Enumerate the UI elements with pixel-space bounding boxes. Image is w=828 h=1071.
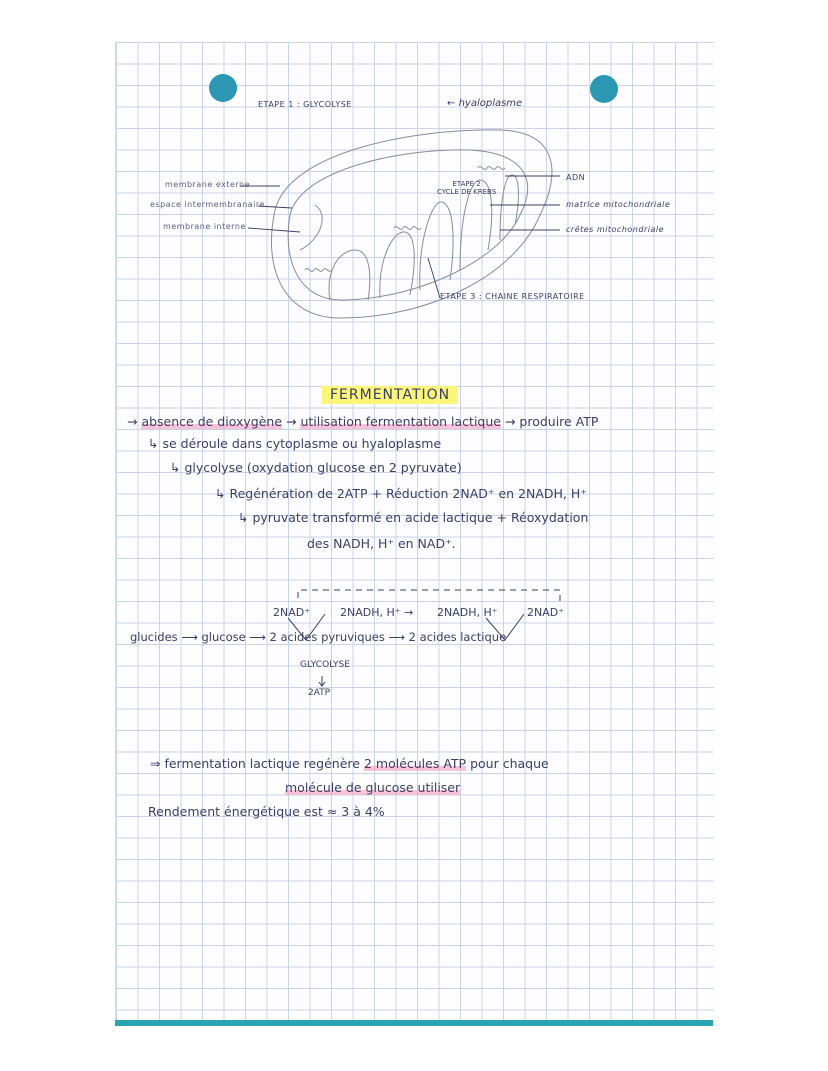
dashed-cycle <box>298 590 560 602</box>
ferm-regeneration: Regénération de 2ATP + Réduction 2NAD⁺ en 2NADH, H⁺ <box>229 486 587 501</box>
scheme-glucides: glucides <box>130 630 178 644</box>
conclusion-line-1: ⇒ fermentation lactique regénère 2 molécules ATP pour chaque <box>150 756 549 771</box>
scheme-nadh-left: 2NADH, H⁺ → <box>340 606 414 619</box>
arrow-glycolyse-down <box>319 676 325 686</box>
label-membrane-interne: membrane interne <box>163 222 246 231</box>
scheme-nadh-right: 2NADH, H⁺ <box>437 606 498 619</box>
etape2-line1: ETAPE 2 <box>452 180 481 188</box>
conclusion-molecule-glucose: molécule de glucose utiliser <box>285 780 461 795</box>
label-membrane-externe: membrane externe <box>165 180 251 189</box>
ferm-line-2: ↳ se déroule dans cytoplasme ou hyaloplasme <box>148 436 442 451</box>
scheme-lactic: 2 acides lactique <box>408 630 507 644</box>
nadh-left-text: 2NADH, H⁺ <box>340 606 401 619</box>
label-cretes: crêtes mitochondriale <box>566 225 664 234</box>
conclusion-line-2 <box>285 780 460 795</box>
scheme-glucose: glucose <box>201 630 246 644</box>
conclusion-line-3: Rendement énergétique est ≈ 3 à 4% <box>148 804 385 819</box>
scheme-nad-left: 2NAD⁺ <box>273 606 311 619</box>
label-espace-intermembranaire: espace intermembranaire <box>150 200 265 209</box>
ferm-line-6: des NADH, H⁺ en NAD⁺. <box>307 536 456 551</box>
ferm-line-3: ↳ glycolyse (oxydation glucose en 2 pyruvate) <box>170 460 462 475</box>
ferm-produire: produire ATP <box>519 414 599 429</box>
ferm-utilisation: utilisation fermentation lactique <box>300 414 501 429</box>
ferm-pyruvate: pyruvate transformé en acide lactique + Réoxydation <box>252 510 589 525</box>
scheme-nad-right: 2NAD⁺ <box>527 606 565 619</box>
label-matrice: matrice mitochondriale <box>566 200 671 209</box>
ferm-glycolyse: glycolyse (oxydation glucose en 2 pyruvate) <box>184 460 462 475</box>
scheme-glycolyse: GLYCOLYSE <box>300 660 350 670</box>
hyaloplasme-label: ← hyaloplasme <box>447 98 523 109</box>
etape2-line2: CYCLE DE KREBS <box>437 188 497 196</box>
scheme-main-line: glucides ⟶ glucose ⟶ 2 acides pyruviques ⟶ 2 acides lactique <box>130 630 507 644</box>
ferm-line-4: ↳ Regénération de 2ATP + Réduction 2NAD⁺ en 2NADH, H⁺ <box>215 486 587 501</box>
hyaloplasme-text: hyaloplasme <box>458 98 523 109</box>
ferm-deroule: se déroule dans cytoplasme ou hyaloplasme <box>162 436 442 451</box>
etape1-label: ETAPE 1 : GLYCOLYSE <box>258 100 352 109</box>
fermentation-title: FERMENTATION <box>322 386 458 404</box>
scheme-pyruvic: 2 acides pyruviques <box>269 630 385 644</box>
label-adn: ADN <box>566 173 586 182</box>
label-etape3: ETAPE 3 : CHAINE RESPIRATOIRE <box>440 292 585 301</box>
conclusion-molecules: 2 molécules ATP <box>363 756 467 771</box>
ferm-line-5: ↳ pyruvate transformé en acide lactique + Réoxydation <box>238 510 589 525</box>
conclusion-pour-chaque: pour chaque <box>470 756 549 771</box>
conclusion-fermentation: fermentation lactique regénère <box>164 756 360 771</box>
ferm-line-1: → absence de dioxygène → utilisation fermentation lactique → produire ATP <box>127 414 599 429</box>
scheme-2atp: 2ATP <box>308 688 331 698</box>
ferm-absence: absence de dioxygène <box>141 414 283 429</box>
